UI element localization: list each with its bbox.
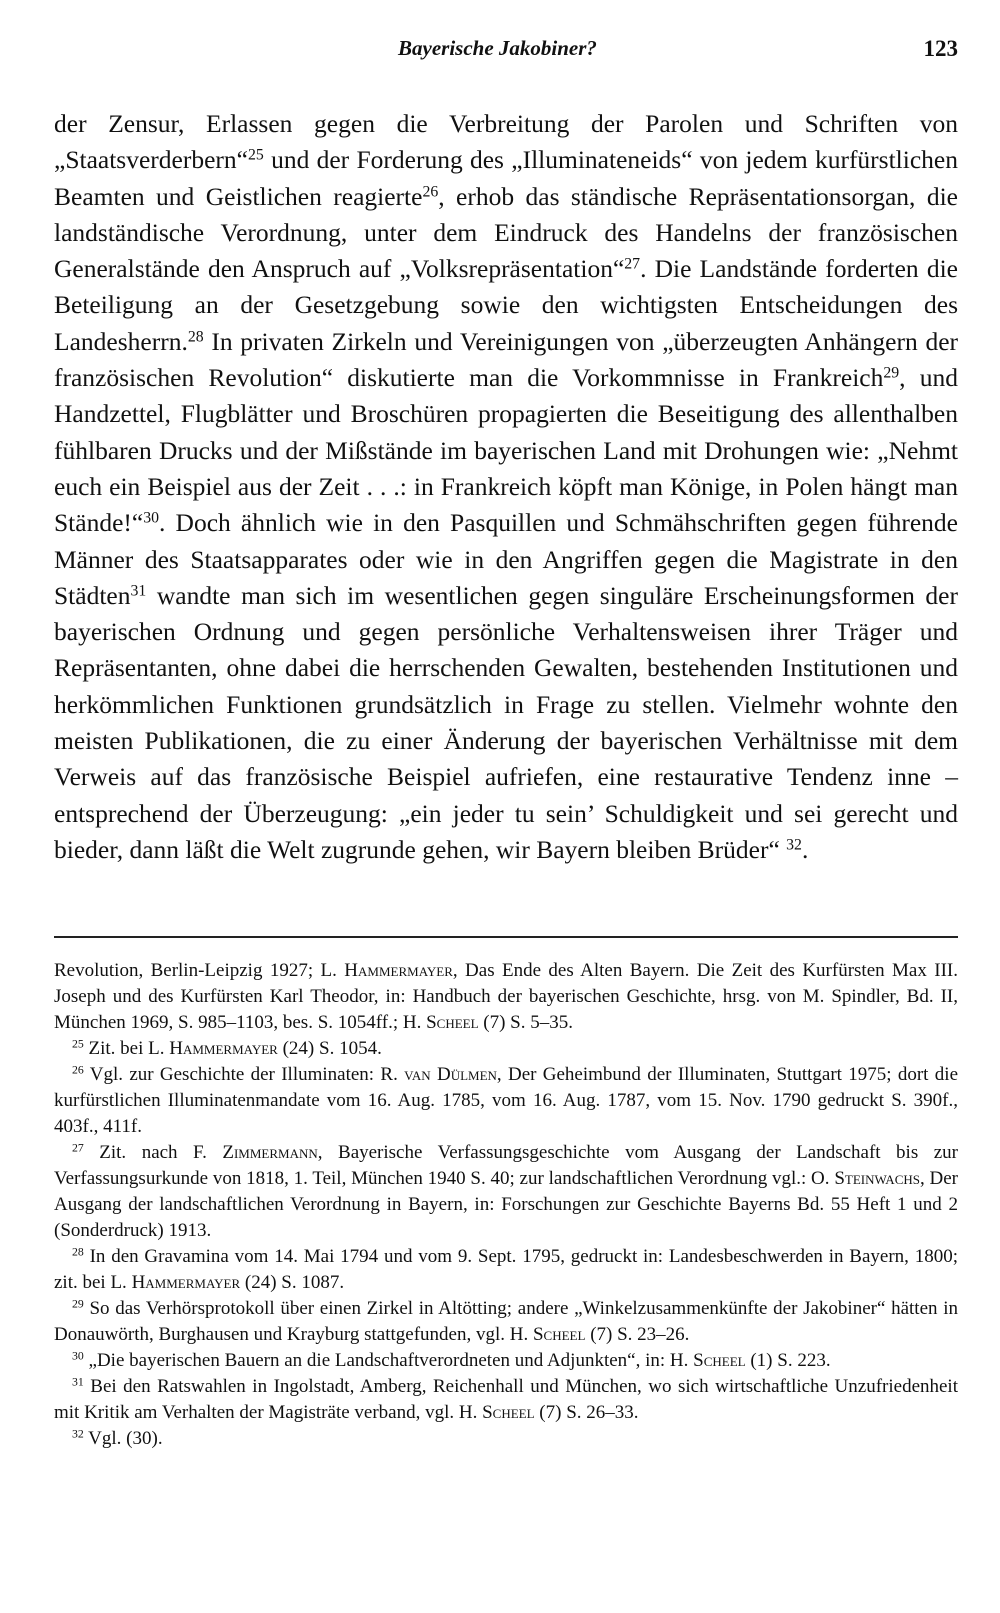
- author-name: Scheel: [532, 1324, 586, 1345]
- footnote-32: [54, 1426, 958, 1452]
- body-paragraph: [54, 106, 958, 868]
- footnote-28: [54, 1244, 958, 1296]
- footnote-ref-28: 28: [187, 328, 204, 346]
- footnote-ref-32: 32: [786, 836, 802, 854]
- body-text-segment: und der Forderung des „Illuminateneids“ von jedem kurfürstlichen Beamten und Geistlichen reagierte: [54, 145, 958, 211]
- footnote-text: , Der Ausgang der landschaftlichen Verordnung in Bayern, in: Forschungen zur Geschichte Bayerns Bd. 55 Heft 1 und 2 (Sonderdruck) 1913.: [54, 1168, 959, 1241]
- author-name: Hammermayer: [131, 1272, 241, 1293]
- footnote-number: 30: [72, 1349, 84, 1363]
- footnote-text: „Die bayerischen Bauern an die Landschaftverordneten und Adjunkten“, in: H.: [83, 1350, 694, 1371]
- footnote-text: (7) S. 23–26.: [585, 1324, 690, 1345]
- author-name: Steinwachs: [834, 1168, 920, 1189]
- footnote-ref-26: 26: [422, 182, 439, 200]
- body-text-segment: , erhob das ständische Repräsentationsorgan, die landständische Verordnung, unter dem Eindruck des Handelns der französischen Generalstände den Anspruch auf „Volksrepräsentation“: [54, 181, 958, 284]
- footnote-text: , Der Geheimbund der Illuminaten, Stuttgart 1975; dort die kurfürstlichen Illuminatenmandate vom 16. Aug. 1785, vom 16. Aug. 1787, vom 15. Nov. 1790 gedruckt S. 390f., 403f., 411f.: [54, 1064, 958, 1137]
- footnote-ref-25: 25: [247, 146, 264, 164]
- main-text: [54, 106, 958, 868]
- footnote-text: Vgl. zur Geschichte der Illuminaten: R.: [83, 1064, 405, 1085]
- footnote-25: [54, 1036, 958, 1062]
- author-name: van Dülmen: [404, 1064, 497, 1085]
- author-name: Scheel: [482, 1402, 535, 1423]
- footnote-number: 26: [72, 1063, 84, 1077]
- running-title: Bayerische Jakobiner?: [398, 36, 597, 60]
- footnote-text: Bei den Ratswahlen in Ingolstadt, Amberg, Reichenhall und München, wo sich wirtschaftliche Unzufriedenheit mit Kritik am Verhalten der Magisträte verband, vgl. H.: [54, 1376, 958, 1423]
- footnote-26: [54, 1062, 958, 1140]
- footnote-number: 29: [72, 1297, 84, 1311]
- page-header: [54, 36, 958, 72]
- footnote-text: So das Verhörsprotokoll über einen Zirkel in Altötting; andere „Winkelzusammenkünfte der Jakobiner“ hätten in Donauwörth, Burghausen und Krayburg stattgefunden, vgl. H.: [54, 1298, 958, 1345]
- body-text-segment: der Zensur, Erlassen gegen die Verbreitung der Parolen und Schriften von „Staatsverderbern“: [54, 109, 958, 175]
- author-name: Scheel: [693, 1350, 746, 1371]
- footnote-divider: [54, 936, 958, 938]
- author-name: Hammermayer: [169, 1038, 278, 1059]
- footnote-27: [54, 1140, 958, 1244]
- body-text-segment: In privaten Zirkeln und Vereinigungen von „überzeugten Anhängern der französischen Revolution“ diskutierte man die Vorkommnisse in Frankreich: [54, 326, 958, 393]
- footnote-text: Vgl. (30).: [83, 1428, 163, 1449]
- footnote-number: 31: [72, 1375, 84, 1389]
- footnote-number: 25: [72, 1037, 84, 1051]
- footnote-text: (7) S. 5–35.: [478, 1012, 574, 1033]
- body-text-segment: . Die Landstände forderten die Beteiligung an der Gesetzgebung sowie den wichtigsten Entscheidungen des Landesherrn.: [54, 254, 958, 356]
- author-name: Zimmermann: [222, 1142, 318, 1163]
- footnote-text: (24) S. 1087.: [240, 1272, 345, 1293]
- footnote-text: Revolution, Berlin-Leipzig 1927; L.: [54, 960, 345, 981]
- body-text-segment: wandte man sich im wesentlichen gegen singuläre Erscheinungsformen der bayerischen Ordnung und gegen persönliche Verhaltensweisen ihrer Träger und Repräsentanten, ohne dabei die herrschenden Gewalten, bestehenden Institutionen und herkömmlichen Funktionen grundsätzlich in Frage zu stellen. Vielmehr wohnte den meisten Publikationen, die zu einer Änderung der bayerischen Verhältnisse mit dem Verweis auf das französische Beispiel aufriefen, eine restaurative Tendenz inne – entsprechend der Überzeugung: „ein jeder tu sein’ Schuldigkeit und sei gerecht und bieder, dann läßt die Welt zugrunde gehen, wir Bayern bleiben Brüder“: [54, 580, 958, 864]
- footnote-ref-30: 30: [143, 509, 160, 527]
- author-name: Scheel: [426, 1012, 479, 1033]
- footnote-number: 32: [72, 1427, 84, 1441]
- footnote-text: In den Gravamina vom 14. Mai 1794 und vom 9. Sept. 1795, gedruckt in: Landesbeschwerden in Bayern, 1800; zit. bei L.: [54, 1246, 958, 1293]
- footnote-text: (7) S. 26–33.: [534, 1402, 639, 1423]
- footnote-number: 27: [72, 1141, 84, 1155]
- author-name: Hammermayer: [344, 960, 453, 981]
- body-text-segment: .: [801, 834, 809, 864]
- body-text-segment: , und Handzettel, Flugblätter und Broschüren propagierten die Beseitigung des allenthalben fühlbaren Drucks und der Mißstände im bayerischen Land mit Drohungen wie: „Nehmt euch ein Beispiel aus der Zeit . . .: in Frankreich köpft man Könige, in Polen hängt man Stände!“: [54, 363, 959, 538]
- footnote-text: , Bayerische Verfassungsgeschichte vom Ausgang der Landschaft bis zur Verfassungsurkunde von 1818, 1. Teil, München 1940 S. 40; zur landschaftlichen Verordnung vgl.: O.: [54, 1142, 958, 1189]
- footnote-ref-29: 29: [883, 364, 900, 382]
- footnote-text: Zit. nach F.: [83, 1142, 223, 1163]
- footnote-text: Zit. bei L.: [83, 1038, 170, 1059]
- footnotes: [54, 958, 958, 1452]
- body-text-segment: . Doch ähnlich wie in den Pasquillen und Schmähschriften gegen führende Männer des Staatsapparates oder wie in den Angriffen gegen die Magistrate in den Städten: [54, 508, 958, 610]
- footnote-31: [54, 1374, 958, 1426]
- footnote-ref-27: 27: [624, 255, 641, 273]
- page-number: 123: [923, 36, 958, 61]
- footnote-30: [54, 1348, 958, 1374]
- footnote-continuation: [54, 958, 958, 1036]
- footnote-number: 28: [72, 1245, 84, 1259]
- footnote-text: , Das Ende des Alten Bayern. Die Zeit des Kurfürsten Max III. Joseph und des Kurfürsten Karl Theodor, in: Handbuch der bayerischen Geschichte, hrsg. von M. Spindler, Bd. II, München 1969, S. 985–1103, bes. S. 1054ff.; H.: [54, 960, 958, 1033]
- footnote-text: (24) S. 1054.: [277, 1038, 382, 1059]
- footnote-ref-31: 31: [130, 582, 147, 600]
- footnote-29: [54, 1296, 958, 1348]
- footnote-text: (1) S. 223.: [745, 1350, 831, 1371]
